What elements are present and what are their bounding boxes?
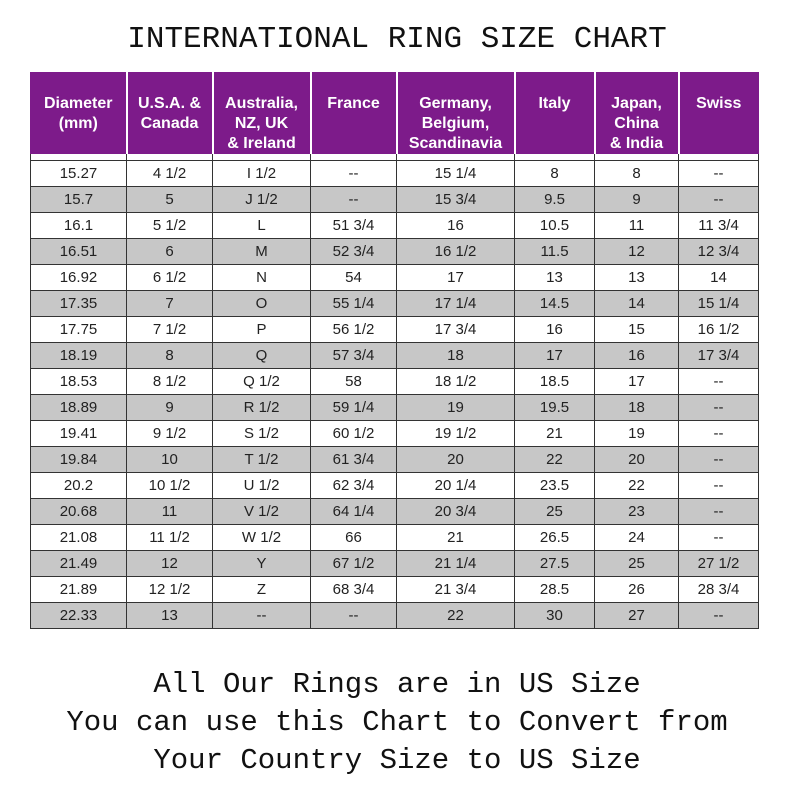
table-cell: -- bbox=[679, 420, 759, 446]
table-cell: S 1/2 bbox=[213, 420, 311, 446]
table-cell: 15 1/4 bbox=[397, 160, 515, 186]
table-row bbox=[31, 602, 759, 628]
table-cell: 26.5 bbox=[515, 524, 595, 550]
table-cell: 19.41 bbox=[31, 420, 127, 446]
column-header-line: & India bbox=[609, 135, 664, 152]
table-cell: 52 3/4 bbox=[311, 238, 397, 264]
column-header bbox=[311, 72, 397, 154]
column-header bbox=[31, 72, 127, 154]
table-cell: 21 3/4 bbox=[397, 576, 515, 602]
table-cell: 28.5 bbox=[515, 576, 595, 602]
table-cell: 22 bbox=[515, 446, 595, 472]
table-cell: 25 bbox=[515, 498, 595, 524]
table-cell: 21 bbox=[515, 420, 595, 446]
table-cell: 11 bbox=[127, 498, 213, 524]
table-row bbox=[31, 316, 759, 342]
table-row bbox=[31, 576, 759, 602]
table-cell: -- bbox=[213, 602, 311, 628]
table-cell: 68 3/4 bbox=[311, 576, 397, 602]
table-cell: I 1/2 bbox=[213, 160, 311, 186]
table-cell: 26 bbox=[595, 576, 679, 602]
table-cell: 16.92 bbox=[31, 264, 127, 290]
table-cell: V 1/2 bbox=[213, 498, 311, 524]
table-cell: -- bbox=[679, 446, 759, 472]
table-row bbox=[31, 472, 759, 498]
table-cell: -- bbox=[679, 186, 759, 212]
table-row bbox=[31, 446, 759, 472]
table-cell: 21 1/4 bbox=[397, 550, 515, 576]
table-cell: 11 1/2 bbox=[127, 524, 213, 550]
table-cell: 17.35 bbox=[31, 290, 127, 316]
table-cell: 12 1/2 bbox=[127, 576, 213, 602]
column-header-line: NZ, UK bbox=[234, 115, 289, 132]
table-cell: 8 bbox=[127, 342, 213, 368]
table-cell: Q bbox=[213, 342, 311, 368]
table-cell: 14 bbox=[679, 264, 759, 290]
table-cell: -- bbox=[311, 602, 397, 628]
table-header-row bbox=[31, 72, 759, 154]
table-cell: 19 1/2 bbox=[397, 420, 515, 446]
table-cell: O bbox=[213, 290, 311, 316]
table-cell: 16 1/2 bbox=[679, 316, 759, 342]
table-cell: L bbox=[213, 212, 311, 238]
table-cell: 9 1/2 bbox=[127, 420, 213, 446]
table-cell: 12 3/4 bbox=[679, 238, 759, 264]
table-cell: 9.5 bbox=[515, 186, 595, 212]
table-cell: 21.08 bbox=[31, 524, 127, 550]
table-cell: 17 bbox=[595, 368, 679, 394]
table-cell: 54 bbox=[311, 264, 397, 290]
table-cell: 12 bbox=[127, 550, 213, 576]
table-cell: 15 bbox=[595, 316, 679, 342]
table-cell: 22 bbox=[397, 602, 515, 628]
table-cell: 5 bbox=[127, 186, 213, 212]
table-body bbox=[31, 154, 759, 628]
table-row bbox=[31, 368, 759, 394]
table-cell: 19.5 bbox=[515, 394, 595, 420]
table-row bbox=[31, 394, 759, 420]
table-cell: 7 1/2 bbox=[127, 316, 213, 342]
table-cell: 10 1/2 bbox=[127, 472, 213, 498]
column-header-line: Italy bbox=[538, 95, 571, 112]
table-cell: 51 3/4 bbox=[311, 212, 397, 238]
table-cell: 23.5 bbox=[515, 472, 595, 498]
table-cell: 18.19 bbox=[31, 342, 127, 368]
table-cell: 13 bbox=[515, 264, 595, 290]
table-cell: 4 1/2 bbox=[127, 160, 213, 186]
table-cell: 22 bbox=[595, 472, 679, 498]
table-cell: 67 1/2 bbox=[311, 550, 397, 576]
table-cell: 20 3/4 bbox=[397, 498, 515, 524]
table-cell: 17 bbox=[397, 264, 515, 290]
table-cell: 18 bbox=[595, 394, 679, 420]
table-cell: 16.51 bbox=[31, 238, 127, 264]
table-cell: 20.2 bbox=[31, 472, 127, 498]
table-cell: 55 1/4 bbox=[311, 290, 397, 316]
column-header-line: Germany, bbox=[419, 95, 492, 112]
table-cell: 7 bbox=[127, 290, 213, 316]
table-cell: 28 3/4 bbox=[679, 576, 759, 602]
table-cell: 20 bbox=[397, 446, 515, 472]
table-row bbox=[31, 420, 759, 446]
ring-size-table bbox=[30, 72, 759, 629]
table-row bbox=[31, 498, 759, 524]
column-header-line: Japan, bbox=[611, 95, 662, 112]
table-cell: P bbox=[213, 316, 311, 342]
table-cell: 18 1/2 bbox=[397, 368, 515, 394]
table-row bbox=[31, 212, 759, 238]
column-header bbox=[515, 72, 595, 154]
table-cell: 27.5 bbox=[515, 550, 595, 576]
table-row bbox=[31, 524, 759, 550]
table-cell: 19 bbox=[397, 394, 515, 420]
table-cell: 19 bbox=[595, 420, 679, 446]
table-cell: 18.53 bbox=[31, 368, 127, 394]
table-cell: 15.27 bbox=[31, 160, 127, 186]
table-row bbox=[31, 342, 759, 368]
chart-title: INTERNATIONAL RING SIZE CHART bbox=[127, 22, 667, 57]
table-row bbox=[31, 160, 759, 186]
table-cell: 17 3/4 bbox=[679, 342, 759, 368]
footer-line-1: All Our Rings are in US Size bbox=[153, 668, 641, 701]
table-cell: 61 3/4 bbox=[311, 446, 397, 472]
table-cell: M bbox=[213, 238, 311, 264]
column-header-line: Swiss bbox=[696, 95, 742, 112]
footer-line-3: Your Country Size to US Size bbox=[153, 744, 641, 777]
column-header-line: U.S.A. & bbox=[137, 95, 202, 112]
table-cell: 8 bbox=[515, 160, 595, 186]
table-cell: 66 bbox=[311, 524, 397, 550]
table-cell: 60 1/2 bbox=[311, 420, 397, 446]
table-row bbox=[31, 290, 759, 316]
table-cell: 6 bbox=[127, 238, 213, 264]
table-cell: 17 bbox=[515, 342, 595, 368]
table-cell: 5 1/2 bbox=[127, 212, 213, 238]
table-cell: 14.5 bbox=[515, 290, 595, 316]
table-cell: -- bbox=[679, 524, 759, 550]
table-cell: -- bbox=[311, 160, 397, 186]
table-cell: 27 1/2 bbox=[679, 550, 759, 576]
table-cell: 16 bbox=[397, 212, 515, 238]
table-cell: 15 3/4 bbox=[397, 186, 515, 212]
column-header-line: Belgium, bbox=[421, 115, 490, 132]
column-header-line: Australia, bbox=[225, 95, 298, 112]
table-cell: J 1/2 bbox=[213, 186, 311, 212]
table-cell: 10.5 bbox=[515, 212, 595, 238]
table-cell: 17 3/4 bbox=[397, 316, 515, 342]
table-cell: 57 3/4 bbox=[311, 342, 397, 368]
table-cell: Q 1/2 bbox=[213, 368, 311, 394]
footer-line-2: You can use this Chart to Convert from bbox=[66, 706, 728, 739]
table-cell: 23 bbox=[595, 498, 679, 524]
table-cell: T 1/2 bbox=[213, 446, 311, 472]
table-cell: 16 bbox=[515, 316, 595, 342]
table-cell: 8 bbox=[595, 160, 679, 186]
table-cell: 18.89 bbox=[31, 394, 127, 420]
table-cell: 64 1/4 bbox=[311, 498, 397, 524]
table-cell: 15.7 bbox=[31, 186, 127, 212]
table-cell: 62 3/4 bbox=[311, 472, 397, 498]
table-cell: 22.33 bbox=[31, 602, 127, 628]
table-cell: Y bbox=[213, 550, 311, 576]
column-header-line: Canada bbox=[140, 115, 199, 132]
table-cell: 25 bbox=[595, 550, 679, 576]
table-cell: 11 3/4 bbox=[679, 212, 759, 238]
table-cell: W 1/2 bbox=[213, 524, 311, 550]
table-cell: 24 bbox=[595, 524, 679, 550]
table-cell: 21 bbox=[397, 524, 515, 550]
table-cell: 17 1/4 bbox=[397, 290, 515, 316]
table-cell: 18 bbox=[397, 342, 515, 368]
table-cell: N bbox=[213, 264, 311, 290]
table-row bbox=[31, 550, 759, 576]
table-cell: 16 1/2 bbox=[397, 238, 515, 264]
table-cell: 21.89 bbox=[31, 576, 127, 602]
table-cell: 21.49 bbox=[31, 550, 127, 576]
table-cell: 6 1/2 bbox=[127, 264, 213, 290]
table-cell: -- bbox=[679, 472, 759, 498]
column-header-line: Scandinavia bbox=[408, 135, 503, 152]
table-cell: -- bbox=[679, 602, 759, 628]
table-cell: 20 bbox=[595, 446, 679, 472]
table-cell: 8 1/2 bbox=[127, 368, 213, 394]
table-row bbox=[31, 186, 759, 212]
table-cell: 18.5 bbox=[515, 368, 595, 394]
table-cell: -- bbox=[311, 186, 397, 212]
table-cell: 56 1/2 bbox=[311, 316, 397, 342]
column-header bbox=[127, 72, 213, 154]
table-cell: R 1/2 bbox=[213, 394, 311, 420]
table-cell: 10 bbox=[127, 446, 213, 472]
table-row bbox=[31, 264, 759, 290]
table-cell: 9 bbox=[127, 394, 213, 420]
column-header bbox=[595, 72, 679, 154]
table-cell: 15 1/4 bbox=[679, 290, 759, 316]
column-header-line: France bbox=[327, 95, 380, 112]
table-cell: 16 bbox=[595, 342, 679, 368]
table-cell: -- bbox=[679, 160, 759, 186]
table-cell: -- bbox=[679, 368, 759, 394]
table-cell: 9 bbox=[595, 186, 679, 212]
table-cell: -- bbox=[679, 394, 759, 420]
table-cell: Z bbox=[213, 576, 311, 602]
table-cell: 13 bbox=[127, 602, 213, 628]
table-cell: 13 bbox=[595, 264, 679, 290]
table-cell: 58 bbox=[311, 368, 397, 394]
column-header-line: & Ireland bbox=[227, 135, 296, 152]
table-cell: 16.1 bbox=[31, 212, 127, 238]
column-header-line: Diameter bbox=[44, 95, 113, 112]
table-cell: U 1/2 bbox=[213, 472, 311, 498]
table-cell: 59 1/4 bbox=[311, 394, 397, 420]
table-cell: 11 bbox=[595, 212, 679, 238]
table-cell: 19.84 bbox=[31, 446, 127, 472]
table-cell: 14 bbox=[595, 290, 679, 316]
table-cell: -- bbox=[679, 498, 759, 524]
column-header bbox=[397, 72, 515, 154]
table-cell: 20.68 bbox=[31, 498, 127, 524]
column-header bbox=[213, 72, 311, 154]
table-cell: 30 bbox=[515, 602, 595, 628]
column-header-line: China bbox=[614, 115, 659, 132]
table-cell: 12 bbox=[595, 238, 679, 264]
table-cell: 27 bbox=[595, 602, 679, 628]
table-cell: 17.75 bbox=[31, 316, 127, 342]
column-header bbox=[679, 72, 759, 154]
table-cell: 11.5 bbox=[515, 238, 595, 264]
table-row bbox=[31, 238, 759, 264]
table-cell: 20 1/4 bbox=[397, 472, 515, 498]
column-header-line: (mm) bbox=[58, 115, 98, 132]
